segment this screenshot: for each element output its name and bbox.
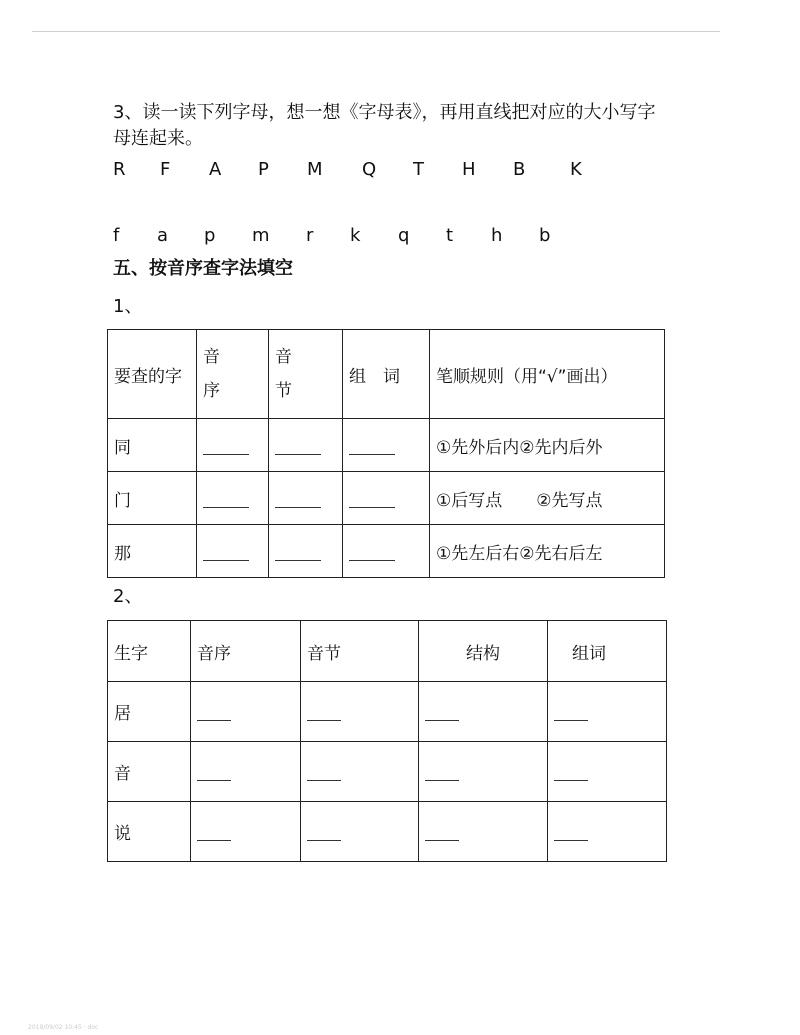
table-2-header: 生字 (108, 621, 191, 682)
table-2-header: 音节 (301, 621, 419, 682)
table-2-header-row (108, 621, 667, 682)
table-1-label: 1、 (113, 296, 143, 317)
blank-cell[interactable] (191, 682, 301, 742)
table-2-label: 2、 (113, 586, 143, 607)
table-cell-char: 同 (108, 419, 197, 472)
lowercase-letter: b (539, 225, 551, 246)
uppercase-letter: P (258, 159, 269, 180)
table-row (108, 802, 667, 862)
blank-cell[interactable] (197, 419, 269, 472)
table-cell-rule: ①先外后内②先内后外 (430, 419, 665, 472)
table-1-header-row (108, 330, 665, 419)
uppercase-letter: Q (362, 159, 377, 180)
top-rule (32, 31, 720, 32)
table-cell-char: 门 (108, 472, 197, 525)
uppercase-letter: H (462, 159, 476, 180)
blank-cell[interactable] (269, 419, 343, 472)
table-1-header: 笔顺规则（用“√”画出） (430, 330, 665, 419)
table-1-header: 音节 (269, 330, 343, 419)
lowercase-letter: k (350, 225, 361, 246)
blank-cell[interactable] (197, 525, 269, 578)
blank-cell[interactable] (343, 472, 430, 525)
blank-cell[interactable] (548, 802, 667, 862)
blank-cell[interactable] (419, 682, 548, 742)
blank-cell[interactable] (301, 682, 419, 742)
table-row (108, 472, 665, 525)
lowercase-letter: a (157, 225, 169, 246)
table-1-header: 音序 (197, 330, 269, 419)
blank-cell[interactable] (419, 802, 548, 862)
blank-cell[interactable] (301, 742, 419, 802)
blank-cell[interactable] (301, 802, 419, 862)
blank-cell[interactable] (548, 742, 667, 802)
table-1-header: 组 词 (343, 330, 430, 419)
uppercase-letter: R (113, 159, 126, 180)
uppercase-letter: T (413, 159, 424, 180)
table-2-header: 组词 (548, 621, 667, 682)
table-2 (107, 620, 667, 862)
table-row (108, 742, 667, 802)
blank-cell[interactable] (191, 742, 301, 802)
blank-cell[interactable] (197, 472, 269, 525)
table-row (108, 525, 665, 578)
table-2-header: 音序 (191, 621, 301, 682)
blank-cell[interactable] (269, 472, 343, 525)
table-cell-char: 居 (108, 682, 191, 742)
table-cell-rule: ①先左后右②先右后左 (430, 525, 665, 578)
table-row (108, 682, 667, 742)
blank-cell[interactable] (343, 525, 430, 578)
blank-cell[interactable] (548, 682, 667, 742)
table-1-header: 要查的字 (108, 330, 197, 419)
uppercase-letter: A (209, 159, 222, 180)
uppercase-letter: F (160, 159, 171, 180)
blank-cell[interactable] (419, 742, 548, 802)
table-cell-char: 音 (108, 742, 191, 802)
table-1 (107, 329, 665, 578)
table-cell-rule: ①后写点 ②先写点 (430, 472, 665, 525)
blank-cell[interactable] (343, 419, 430, 472)
lowercase-letter: m (252, 225, 270, 246)
table-2-header: 结构 (419, 621, 548, 682)
uppercase-letter: K (570, 159, 582, 180)
table-row (108, 419, 665, 472)
question-3-text: 3、读一读下列字母，想一想《字母表》，再用直线把对应的大小写字母连起来。 (113, 102, 656, 149)
blank-cell[interactable] (191, 802, 301, 862)
lowercase-letter: h (491, 225, 503, 246)
lowercase-letter: q (398, 225, 410, 246)
lowercase-letter: r (306, 225, 314, 246)
table-cell-char: 说 (108, 802, 191, 862)
lowercase-letter: t (446, 225, 454, 246)
section-5-title: 五、按音序查字法填空 (113, 258, 293, 279)
lowercase-letter: f (113, 225, 120, 246)
lowercase-letter: p (204, 225, 216, 246)
table-cell-char: 那 (108, 525, 197, 578)
uppercase-letter: M (307, 159, 323, 180)
uppercase-letter: B (513, 159, 526, 180)
blank-cell[interactable] (269, 525, 343, 578)
footer-mark: 2019/09/02 10:45 · doc (28, 1024, 99, 1031)
